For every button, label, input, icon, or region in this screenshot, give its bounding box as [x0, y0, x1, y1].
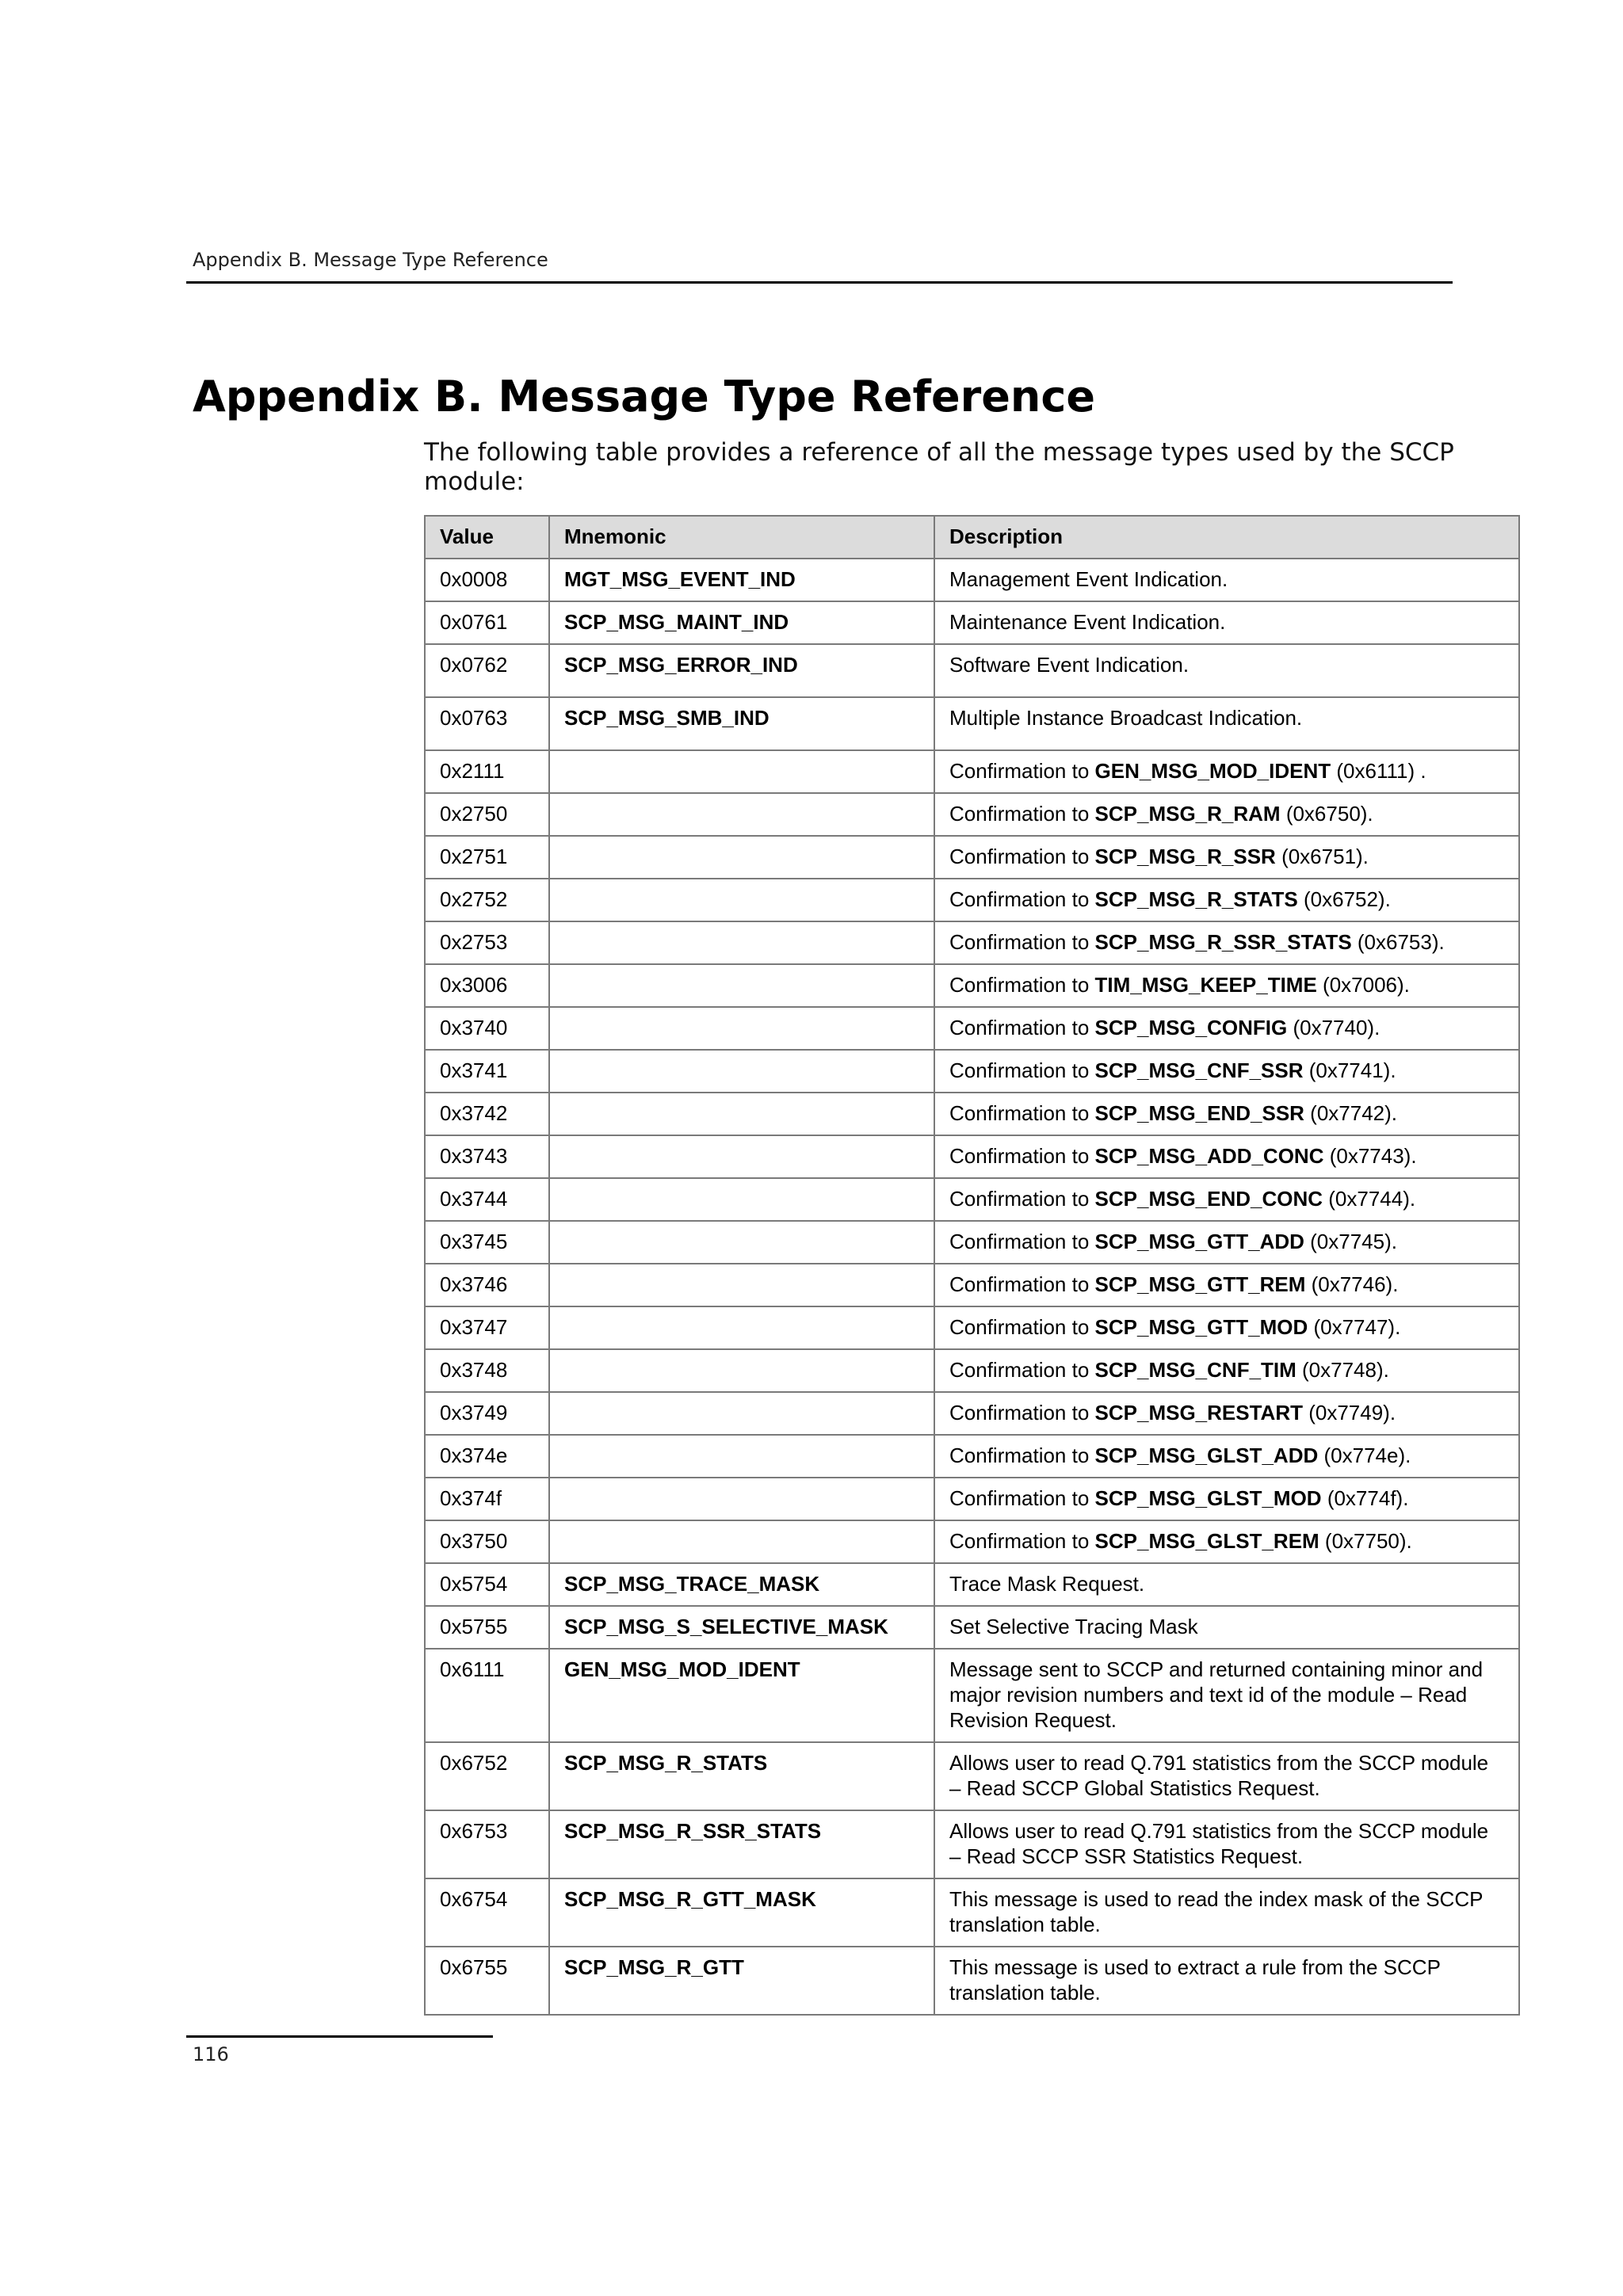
- cell-description: [934, 1135, 1519, 1178]
- referenced-message-name: SCP_MSG_GLST_REM: [1094, 1529, 1319, 1553]
- description-prefix: Confirmation to: [949, 1272, 1095, 1296]
- table-row: [425, 1178, 1519, 1221]
- table-row: [425, 1742, 1519, 1810]
- running-header: Appendix B. Message Type Reference: [193, 249, 548, 271]
- cell-mnemonic: [549, 1392, 934, 1435]
- cell-mnemonic: [549, 750, 934, 793]
- table-row: [425, 1007, 1519, 1050]
- description-prefix: Confirmation to: [949, 802, 1095, 826]
- cell-mnemonic: [549, 1007, 934, 1050]
- cell-description: [934, 793, 1519, 836]
- cell-description: [934, 879, 1519, 921]
- description-suffix: (0x6753).: [1351, 930, 1445, 954]
- description-prefix: Confirmation to: [949, 1187, 1095, 1211]
- column-header-description: Description: [934, 516, 1519, 559]
- description-suffix: (0x7748).: [1296, 1358, 1389, 1382]
- cell-value: 0x2751: [425, 836, 549, 879]
- cell-value: 0x3745: [425, 1221, 549, 1264]
- cell-value: 0x5754: [425, 1563, 549, 1606]
- cell-mnemonic: SCP_MSG_TRACE_MASK: [549, 1563, 934, 1606]
- description-prefix: Confirmation to: [949, 973, 1095, 997]
- description-prefix: Confirmation to: [949, 1529, 1095, 1553]
- table-row: [425, 1135, 1519, 1178]
- cell-mnemonic: [549, 1221, 934, 1264]
- description-prefix: Confirmation to: [949, 1444, 1095, 1467]
- description-prefix: Confirmation to: [949, 1358, 1095, 1382]
- table-row: [425, 836, 1519, 879]
- cell-mnemonic: [549, 836, 934, 879]
- cell-description: [934, 750, 1519, 793]
- cell-description: Set Selective Tracing Mask: [934, 1606, 1519, 1649]
- referenced-message-name: GEN_MSG_MOD_IDENT: [1094, 759, 1331, 783]
- description-suffix: (0x6752).: [1297, 887, 1391, 911]
- table-row: [425, 1435, 1519, 1478]
- cell-description: [934, 1392, 1519, 1435]
- cell-mnemonic: [549, 1178, 934, 1221]
- cell-mnemonic: [549, 1264, 934, 1306]
- cell-value: 0x3749: [425, 1392, 549, 1435]
- description-suffix: (0x7746).: [1305, 1272, 1399, 1296]
- cell-description: [934, 1178, 1519, 1221]
- cell-value: 0x3746: [425, 1264, 549, 1306]
- description-suffix: (0x7750).: [1319, 1529, 1412, 1553]
- cell-mnemonic: [549, 1520, 934, 1563]
- cell-value: 0x3748: [425, 1349, 549, 1392]
- cell-description: Allows user to read Q.791 statistics from the SCCP module – Read SCCP SSR Statistics Request.: [934, 1810, 1519, 1878]
- cell-value: 0x3006: [425, 964, 549, 1007]
- table-row: [425, 879, 1519, 921]
- description-suffix: (0x6750).: [1280, 802, 1373, 826]
- cell-mnemonic: SCP_MSG_S_SELECTIVE_MASK: [549, 1606, 934, 1649]
- cell-description: [934, 1478, 1519, 1520]
- referenced-message-name: SCP_MSG_R_RAM: [1094, 802, 1281, 826]
- cell-description: [934, 1520, 1519, 1563]
- referenced-message-name: SCP_MSG_CONFIG: [1094, 1016, 1288, 1039]
- cell-description: Maintenance Event Indication.: [934, 601, 1519, 644]
- description-suffix: (0x7742).: [1304, 1101, 1398, 1125]
- table-row: [425, 793, 1519, 836]
- cell-value: 0x2752: [425, 879, 549, 921]
- cell-mnemonic: [549, 1135, 934, 1178]
- description-suffix: (0x7743).: [1323, 1144, 1417, 1168]
- table-row: [425, 1649, 1519, 1742]
- cell-value: 0x3742: [425, 1093, 549, 1135]
- cell-value: 0x3740: [425, 1007, 549, 1050]
- cell-value: 0x6755: [425, 1947, 549, 2015]
- table-row: [425, 1306, 1519, 1349]
- cell-description: [934, 1349, 1519, 1392]
- cell-value: 0x0761: [425, 601, 549, 644]
- cell-mnemonic: SCP_MSG_R_SSR_STATS: [549, 1810, 934, 1878]
- table-row: [425, 1810, 1519, 1878]
- table-row: [425, 1349, 1519, 1392]
- cell-value: 0x374f: [425, 1478, 549, 1520]
- cell-value: 0x2111: [425, 750, 549, 793]
- cell-mnemonic: [549, 879, 934, 921]
- table-row: [425, 1264, 1519, 1306]
- page-title: Appendix B. Message Type Reference: [193, 372, 1095, 421]
- cell-mnemonic: [549, 1478, 934, 1520]
- cell-mnemonic: [549, 921, 934, 964]
- table-row: [425, 1563, 1519, 1606]
- cell-description: [934, 964, 1519, 1007]
- description-prefix: Confirmation to: [949, 1016, 1095, 1039]
- cell-value: 0x6753: [425, 1810, 549, 1878]
- column-header-mnemonic: Mnemonic: [549, 516, 934, 559]
- cell-description: [934, 1306, 1519, 1349]
- table-header-row: [425, 516, 1519, 559]
- referenced-message-name: SCP_MSG_RESTART: [1094, 1401, 1303, 1425]
- cell-mnemonic: MGT_MSG_EVENT_IND: [549, 559, 934, 601]
- cell-value: 0x3747: [425, 1306, 549, 1349]
- description-suffix: (0x7749).: [1302, 1401, 1396, 1425]
- referenced-message-name: SCP_MSG_ADD_CONC: [1094, 1144, 1324, 1168]
- referenced-message-name: SCP_MSG_CNF_TIM: [1094, 1358, 1296, 1382]
- table-row: [425, 1221, 1519, 1264]
- description-prefix: Confirmation to: [949, 887, 1095, 911]
- cell-description: [934, 1221, 1519, 1264]
- cell-value: 0x3741: [425, 1050, 549, 1093]
- referenced-message-name: SCP_MSG_CNF_SSR: [1094, 1058, 1304, 1082]
- description-prefix: Confirmation to: [949, 759, 1095, 783]
- description-prefix: Confirmation to: [949, 930, 1095, 954]
- cell-mnemonic: SCP_MSG_ERROR_IND: [549, 644, 934, 697]
- page-number: 116: [193, 2043, 229, 2065]
- referenced-message-name: SCP_MSG_GLST_ADD: [1094, 1444, 1319, 1467]
- cell-value: 0x6754: [425, 1878, 549, 1947]
- cell-mnemonic: SCP_MSG_SMB_IND: [549, 697, 934, 750]
- referenced-message-name: TIM_MSG_KEEP_TIME: [1094, 973, 1317, 997]
- table-row: [425, 601, 1519, 644]
- referenced-message-name: SCP_MSG_GTT_REM: [1094, 1272, 1306, 1296]
- cell-value: 0x3750: [425, 1520, 549, 1563]
- cell-description: Multiple Instance Broadcast Indication.: [934, 697, 1519, 750]
- message-type-table: [424, 515, 1520, 2016]
- referenced-message-name: SCP_MSG_GTT_MOD: [1094, 1315, 1308, 1339]
- referenced-message-name: SCP_MSG_END_SSR: [1094, 1101, 1304, 1125]
- cell-value: 0x0763: [425, 697, 549, 750]
- description-suffix: (0x7745).: [1304, 1230, 1397, 1253]
- referenced-message-name: SCP_MSG_GTT_ADD: [1094, 1230, 1304, 1253]
- cell-value: 0x2753: [425, 921, 549, 964]
- table-row: [425, 1947, 1519, 2015]
- cell-description: [934, 1435, 1519, 1478]
- table-body: [425, 559, 1519, 2015]
- cell-mnemonic: SCP_MSG_R_GTT: [549, 1947, 934, 2015]
- cell-mnemonic: SCP_MSG_R_STATS: [549, 1742, 934, 1810]
- cell-value: 0x0762: [425, 644, 549, 697]
- table-row: [425, 1392, 1519, 1435]
- cell-description: [934, 1264, 1519, 1306]
- cell-value: 0x2750: [425, 793, 549, 836]
- description-suffix: (0x6111) .: [1331, 759, 1426, 783]
- cell-description: Allows user to read Q.791 statistics from the SCCP module – Read SCCP Global Statistics Request.: [934, 1742, 1519, 1810]
- cell-description: [934, 921, 1519, 964]
- cell-description: Software Event Indication.: [934, 644, 1519, 697]
- cell-value: 0x5755: [425, 1606, 549, 1649]
- cell-mnemonic: SCP_MSG_R_GTT_MASK: [549, 1878, 934, 1947]
- cell-description: Message sent to SCCP and returned containing minor and major revision numbers and text id of the module – Read Revision Request.: [934, 1649, 1519, 1742]
- cell-value: 0x3743: [425, 1135, 549, 1178]
- description-prefix: Confirmation to: [949, 1486, 1095, 1510]
- description-prefix: Confirmation to: [949, 1058, 1095, 1082]
- cell-description: [934, 1050, 1519, 1093]
- description-prefix: Confirmation to: [949, 1230, 1095, 1253]
- cell-mnemonic: [549, 1349, 934, 1392]
- column-header-value: Value: [425, 516, 549, 559]
- description-suffix: (0x6751).: [1275, 845, 1369, 868]
- cell-description: [934, 836, 1519, 879]
- table-row: [425, 1050, 1519, 1093]
- cell-description: This message is used to read the index mask of the SCCP translation table.: [934, 1878, 1519, 1947]
- referenced-message-name: SCP_MSG_R_SSR: [1094, 845, 1276, 868]
- description-suffix: (0x7740).: [1287, 1016, 1381, 1039]
- cell-mnemonic: [549, 1306, 934, 1349]
- table-row: [425, 1878, 1519, 1947]
- cell-mnemonic: [549, 1435, 934, 1478]
- description-suffix: (0x774e).: [1318, 1444, 1411, 1467]
- table-row: [425, 1478, 1519, 1520]
- cell-description: Management Event Indication.: [934, 559, 1519, 601]
- cell-value: 0x3744: [425, 1178, 549, 1221]
- referenced-message-name: SCP_MSG_GLST_MOD: [1094, 1486, 1322, 1510]
- table-row: [425, 697, 1519, 750]
- referenced-message-name: SCP_MSG_END_CONC: [1094, 1187, 1323, 1211]
- referenced-message-name: SCP_MSG_R_SSR_STATS: [1094, 930, 1352, 954]
- cell-description: This message is used to extract a rule from the SCCP translation table.: [934, 1947, 1519, 2015]
- cell-mnemonic: [549, 1050, 934, 1093]
- cell-value: 0x374e: [425, 1435, 549, 1478]
- table-row: [425, 644, 1519, 697]
- table-row: [425, 559, 1519, 601]
- referenced-message-name: SCP_MSG_R_STATS: [1094, 887, 1298, 911]
- table-row: [425, 1093, 1519, 1135]
- header-rule: [186, 281, 1453, 284]
- cell-mnemonic: GEN_MSG_MOD_IDENT: [549, 1649, 934, 1742]
- description-prefix: Confirmation to: [949, 845, 1095, 868]
- description-suffix: (0x7744).: [1323, 1187, 1416, 1211]
- description-suffix: (0x7747).: [1308, 1315, 1401, 1339]
- intro-paragraph: The following table provides a reference of all the message types used by the SCCP module:: [424, 438, 1454, 496]
- footer-rule: [186, 2035, 493, 2038]
- table-row: [425, 1520, 1519, 1563]
- cell-value: 0x0008: [425, 559, 549, 601]
- table-row: [425, 750, 1519, 793]
- description-prefix: Confirmation to: [949, 1315, 1095, 1339]
- cell-description: [934, 1093, 1519, 1135]
- description-prefix: Confirmation to: [949, 1401, 1095, 1425]
- table-row: [425, 964, 1519, 1007]
- description-prefix: Confirmation to: [949, 1144, 1095, 1168]
- description-prefix: Confirmation to: [949, 1101, 1095, 1125]
- cell-mnemonic: SCP_MSG_MAINT_IND: [549, 601, 934, 644]
- description-suffix: (0x7741).: [1303, 1058, 1396, 1082]
- cell-mnemonic: [549, 1093, 934, 1135]
- cell-value: 0x6111: [425, 1649, 549, 1742]
- cell-mnemonic: [549, 793, 934, 836]
- description-suffix: (0x774f).: [1321, 1486, 1409, 1510]
- table-row: [425, 1606, 1519, 1649]
- description-suffix: (0x7006).: [1316, 973, 1410, 997]
- table-row: [425, 921, 1519, 964]
- cell-description: [934, 1007, 1519, 1050]
- cell-mnemonic: [549, 964, 934, 1007]
- cell-description: Trace Mask Request.: [934, 1563, 1519, 1606]
- cell-value: 0x6752: [425, 1742, 549, 1810]
